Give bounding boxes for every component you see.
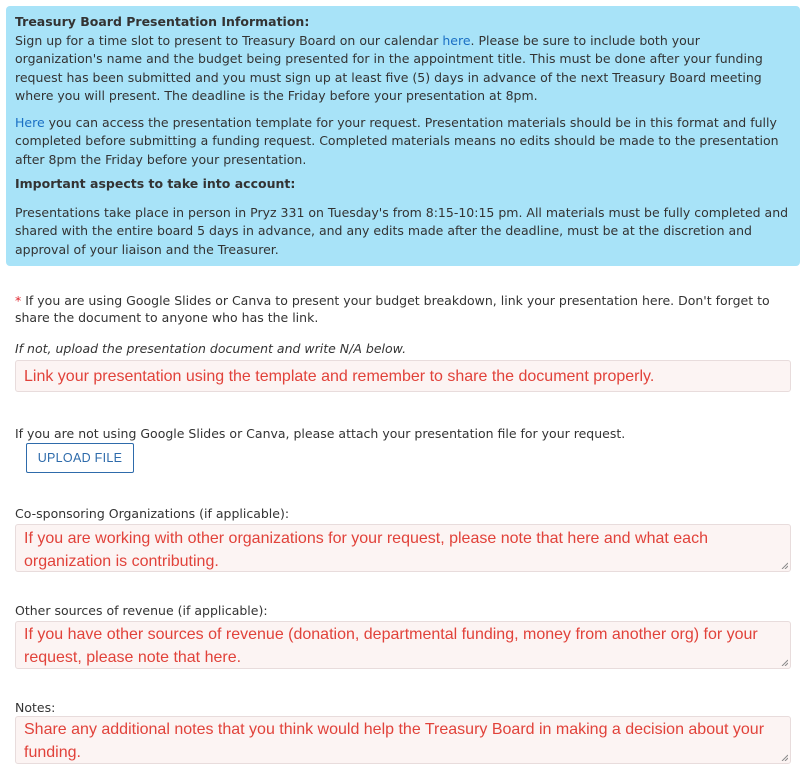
info-paragraph-signup [15,32,790,106]
resize-grip-icon[interactable] [780,561,788,569]
presentation-link-input[interactable]: Link your presentation using the template and remember to share the document properly. [15,360,791,392]
treasury-info-panel [6,6,800,266]
cosponsor-placeholder: If you are working with other organizations for your request, please note that here and what each organization is contributing. [24,530,708,570]
resize-grip-icon[interactable] [780,658,788,666]
presentation-link-label-text: If you are using Google Slides or Canva to present your budget breakdown, link your presentation here. Don't forget to share the document to anyone who has the link. [15,293,770,325]
revenue-label: Other sources of revenue (if applicable): [15,603,268,618]
required-marker: * [15,293,22,308]
cosponsor-label: Co-sponsoring Organizations (if applicable): [15,506,290,521]
info-paragraph-template [15,114,790,170]
revenue-placeholder: If you have other sources of revenue (donation, departmental funding, money from another org) for your request, please note that here. [24,626,758,666]
template-link[interactable]: Here [15,114,45,130]
revenue-textarea[interactable] [15,621,791,669]
info-important-heading: Important aspects to take into account: [15,176,296,191]
notes-placeholder: Share any additional notes that you think would help the Treasury Board in making a decision about your funding. [24,721,765,761]
notes-textarea[interactable] [15,716,791,764]
info-paragraph-important: Presentations take place in person in Pryz 331 on Tuesday's from 8:15-10:15 pm. All materials must be fully completed and shared with the entire board 5 days in advance, and any edits made after the deadline, must be at the discretion and approval of your liaison and the Treasurer. [15,204,789,257]
info-heading: Treasury Board Presentation Information: [15,14,310,29]
calendar-link[interactable]: here [442,32,471,48]
cosponsor-textarea[interactable] [15,524,791,572]
info-signup-text: Sign up for a time slot to present to Treasury Board on our calendar [15,32,443,48]
presentation-link-label [15,292,791,326]
resize-grip-icon[interactable] [780,753,788,761]
presentation-link-hint: If not, upload the presentation document and write N/A below. [15,341,407,356]
info-signup-text-rest: . Please be sure to include both your organization's name and the budget being presented for in the appointment title. This must be done after your funding request has been submitted and you must sign up at least five (5) days in advance of the next Treasury Board meeting where you will present. The deadline is the Friday before your presentation at 8pm. [15,32,763,103]
info-template-text: you can access the presentation template for your request. Presentation materials should be in this format and fully completed before submitting a funding request. Completed materials means no edits should be made to the presentation after 8pm the Friday before your presentation. [15,114,779,167]
upload-file-button[interactable]: UPLOAD FILE [26,443,134,473]
notes-label: Notes: [15,700,56,715]
upload-label: If you are not using Google Slides or Canva, please attach your presentation file for your request. [15,426,626,441]
